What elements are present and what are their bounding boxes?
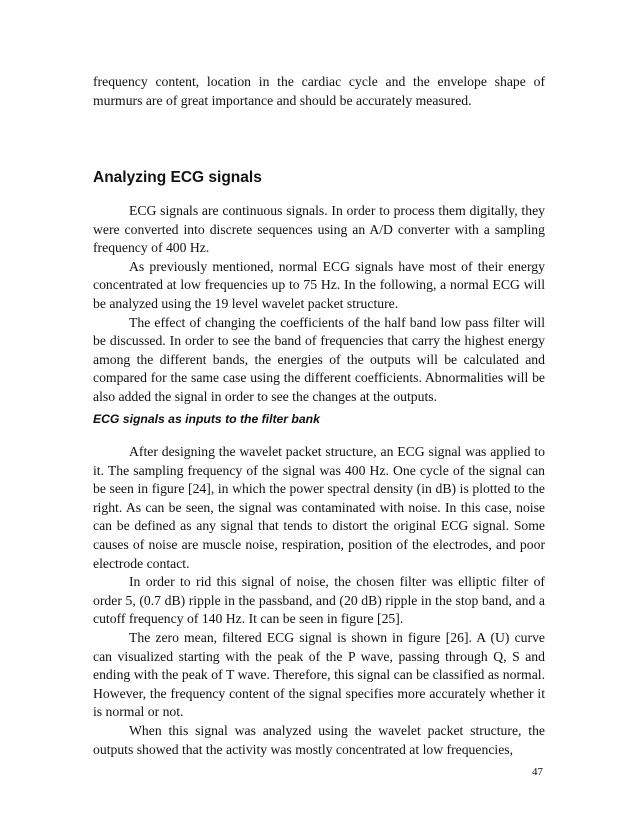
body-paragraph: After designing the wavelet packet structure, an ECG signal was applied to it. The sampling frequency of the signal was 400 Hz. One cycle of the signal can be seen in figure [24], in which the power spectral density (in dB) is plotted to the right. As can be seen, the signal was contaminated with noise. In this case, noise can be defined as any signal that tends to distort the original ECG signal. Some causes of noise are muscle noise, respiration, position of the electrodes, and poor electrode contact. [93, 444, 545, 571]
body-paragraph: As previously mentioned, normal ECG signals have most of their energy concentrated at low frequencies up to 75 Hz. In the following, a normal ECG will be analyzed using the 19 level wavelet packet structure. [93, 258, 545, 311]
section-heading: Analyzing ECG signals [93, 169, 262, 186]
body-paragraph: The effect of changing the coefficients of the half band low pass filter will be discussed. In order to see the band of frequencies that carry the highest energy among the different bands, the energies of the outputs will be calculated and compared for the same case using the different coefficients. Abnormalities will be also added the signal in order to see the changes at the outputs. [93, 314, 545, 404]
page-number: 47 [532, 766, 543, 778]
intro-paragraph: frequency content, location in the cardiac cycle and the envelope shape of murmurs are of great importance and should be accurately measured. [93, 74, 545, 108]
body-paragraph: ECG signals are continuous signals. In order to process them digitally, they were converted into discrete sequences using an A/D converter with a sampling frequency of 400 Hz. [93, 203, 545, 256]
body-paragraph: When this signal was analyzed using the wavelet packet structure, the outputs showed that the activity was mostly concentrated at low frequencies, [93, 722, 545, 757]
section-body [93, 202, 545, 407]
body-paragraph: The zero mean, filtered ECG signal is shown in figure [26]. A (U) curve can visualized starting with the peak of the P wave, passing through Q, S and ending with the peak of T wave. Therefore, this signal can be classified as normal. However, the frequency content of the signal specifies more accurately whether it is normal or not. [93, 629, 545, 720]
body-paragraph: In order to rid this signal of noise, the chosen filter was elliptic filter of order 5, (0.7 dB) ripple in the passband, and (20 dB) ripple in the stop band, and a cutoff frequency of 140 Hz. It can be seen in figure [25]. [93, 574, 545, 627]
intro-block [93, 73, 545, 110]
subsection-body [93, 443, 545, 759]
subsection-heading: ECG signals as inputs to the filter bank [93, 412, 320, 426]
